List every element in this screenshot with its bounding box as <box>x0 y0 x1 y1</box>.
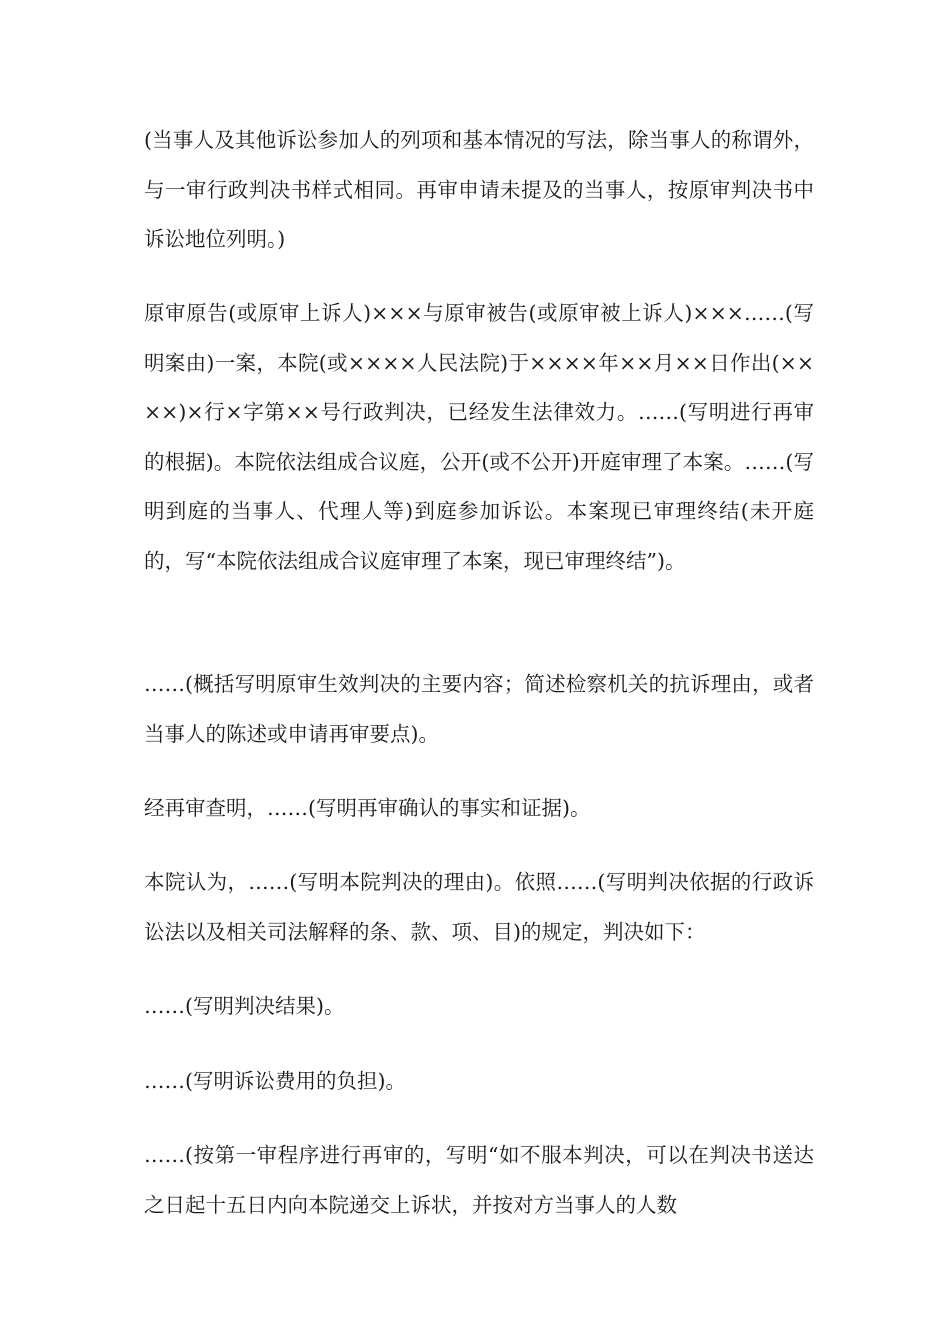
paragraph-litigation-costs: ……(写明诉讼费用的负担)。 <box>144 1069 406 1093</box>
paragraph-parties-note: (当事人及其他诉讼参加人的列项和基本情况的写法，除当事人的称谓外，与一审行政判决书样式相同。再审申请未提及的当事人，按原审判决书中诉讼地位列明。) <box>144 128 814 252</box>
paragraph-judgment-result: ……(写明判决结果)。 <box>144 994 345 1018</box>
paragraph-retrial-findings: 经再审查明，……(写明再审确认的事实和证据)。 <box>144 796 591 820</box>
paragraph-case-background: 原审原告(或原审上诉人)×××与原审被告(或原审被上诉人)×××……(写明案由)一案，本院(或××××人民法院)于××××年××月××日作出(××××)×行×字第××号行政判决，已经发生法律效力。……(写明进行再审的根据)。本院依法组成合议庭，公开(或不公开)开庭审理了本案。……(写明到庭的当事人、代理人等)到庭参加诉讼。本案现已审理终结(未开庭的，写“本院依法组成合议庭审理了本案，现已审理终结”)。 <box>144 301 814 573</box>
paragraph-original-judgment-summary: ……(概括写明原审生效判决的主要内容；简述检察机关的抗诉理由，或者当事人的陈述或申请再审要点)。 <box>144 672 814 746</box>
paragraph-court-reasoning: 本院认为，……(写明本院判决的理由)。依照……(写明判决依据的行政诉讼法以及相关司法解释的条、款、项、目)的规定，判决如下： <box>144 870 814 944</box>
paragraph-appeal-notice: ……(按第一审程序进行再审的，写明“如不服本判决，可以在判决书送达之日起十五日内向本院递交上诉状，并按对方当事人的人数 <box>144 1143 814 1217</box>
